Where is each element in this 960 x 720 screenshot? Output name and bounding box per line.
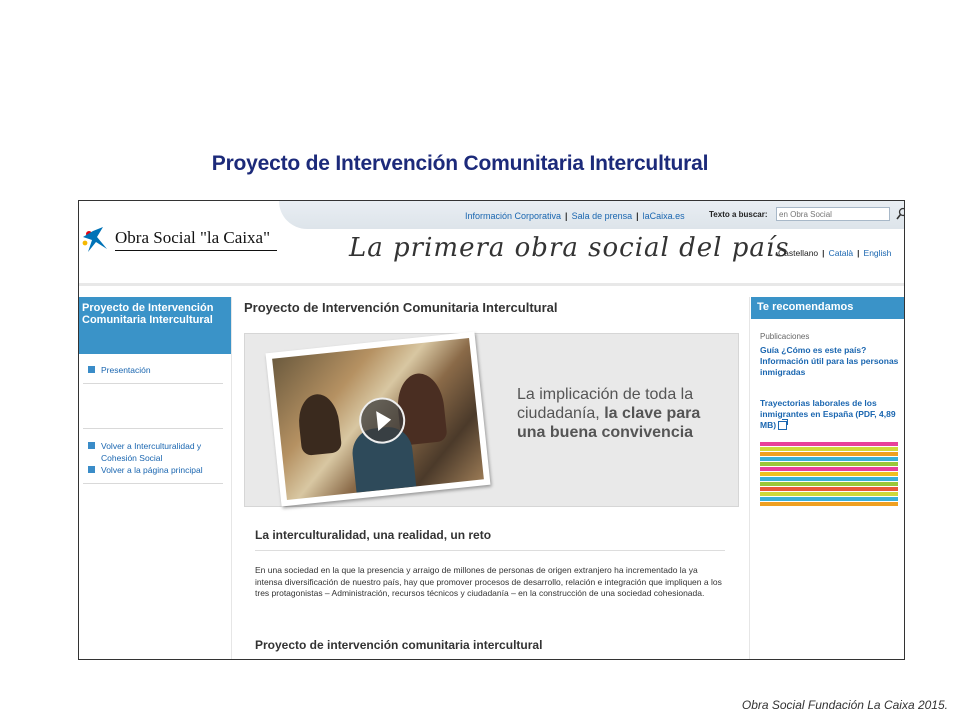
promo-text-bold: la clave para una buena convivencia: [517, 405, 701, 441]
link-guia[interactable]: Guía ¿Cómo es este país? Información útil para las personas inmigradas: [760, 345, 899, 377]
footer-credit: Obra Social Fundación La Caixa 2015.: [741, 698, 948, 712]
tagline: La primera obra social del país: [349, 233, 790, 263]
section-heading: Proyecto de intervención comunitaria intercultural: [255, 638, 543, 652]
right-sidebar: [751, 297, 904, 659]
lang-english[interactable]: English: [863, 248, 892, 258]
top-links: Información Corporativa | Sala de prensa | laCaixa.es: [465, 211, 685, 221]
external-link-icon: [778, 421, 787, 430]
sidebar-item-volver-principal[interactable]: Volver a la página principal: [88, 464, 203, 476]
photo-frame: [266, 331, 491, 506]
recommend-title: Te recomendamos: [751, 297, 904, 319]
cover-stripe: [760, 492, 898, 496]
search-input[interactable]: [776, 207, 890, 221]
left-sidebar: [79, 297, 231, 659]
cover-stripe: [760, 442, 898, 446]
link-lacaixa[interactable]: laCaixa.es: [642, 211, 685, 221]
cover-stripe: [760, 452, 898, 456]
lang-catala[interactable]: Català: [828, 248, 854, 258]
link-sala-de-prensa[interactable]: Sala de prensa: [571, 211, 633, 221]
link-informacion-corporativa[interactable]: Información Corporativa: [465, 211, 562, 221]
search-label: Texto a buscar:: [709, 210, 768, 219]
main-title: Proyecto de Intervención Comunitaria Intercultural: [244, 300, 558, 315]
main-content: [232, 297, 749, 659]
sidebar-divider: [83, 483, 223, 484]
cover-stripe: [760, 487, 898, 491]
cover-stripe: [760, 462, 898, 466]
promo-text-plain: La implicación de toda la ciudadanía,: [517, 386, 694, 422]
logo-text: Obra Social "la Caixa": [115, 228, 271, 247]
sidebar-title: Proyecto de Intervención Comunitaria Intercultural: [79, 297, 231, 354]
cover-stripe: [760, 457, 898, 461]
community-photo: [272, 338, 484, 500]
section-paragraph: En una sociedad en la que la presencia y arraigo de millones de personas de origen extranjero ha incrementado la ya intensa diversificación de nuestro país, hay que promover procesos de desarrollo, relación e integración que impliquen a los tres protagonistas – Administración, recursos técnicos y ciudadanía – en la construcción de una sociedad cohesionada.: [255, 565, 722, 599]
cover-stripe: [760, 447, 898, 451]
sidebar-divider: [83, 428, 223, 429]
website-screenshot: [78, 200, 905, 660]
section-divider: [255, 550, 725, 551]
logo-rule: [115, 250, 277, 251]
video-promo[interactable]: [244, 333, 739, 507]
cover-stripe: [760, 472, 898, 476]
arrow-left-icon: [88, 442, 95, 449]
column-divider: [749, 297, 750, 659]
lang-castellano[interactable]: Castellano: [778, 248, 819, 258]
cover-stripe: [760, 477, 898, 481]
arrow-left-icon: [88, 466, 95, 473]
publication-cover-image[interactable]: [760, 442, 898, 506]
sidebar-item-volver-interculturalidad[interactable]: Volver a Interculturalidad y Cohesión Social: [88, 440, 223, 464]
section-heading: La interculturalidad, una realidad, un reto: [255, 528, 492, 542]
sidebar-divider: [83, 383, 223, 384]
header-divider: [79, 283, 904, 286]
site-header: [79, 201, 904, 286]
search-box: [707, 207, 905, 223]
link-trayectorias[interactable]: Trayectorias laborales de los inmigrantes en España (PDF, 4,89 MB): [760, 398, 896, 430]
lacaixa-logo[interactable]: [81, 225, 281, 253]
sidebar-item-presentacion[interactable]: Presentación: [88, 364, 151, 376]
search-icon[interactable]: [896, 207, 905, 221]
star-logo-icon: [81, 225, 111, 253]
cover-stripe: [760, 467, 898, 471]
arrow-right-icon: [88, 366, 95, 373]
slide-title: Proyecto de Intervención Comunitaria Intercultural: [211, 152, 709, 175]
cover-stripe: [760, 497, 898, 501]
publications-label: Publicaciones: [760, 332, 810, 341]
cover-stripe: [760, 482, 898, 486]
language-selector: Castellano | Català | English: [778, 248, 892, 258]
cover-stripe: [760, 502, 898, 506]
promo-text: [517, 385, 727, 442]
